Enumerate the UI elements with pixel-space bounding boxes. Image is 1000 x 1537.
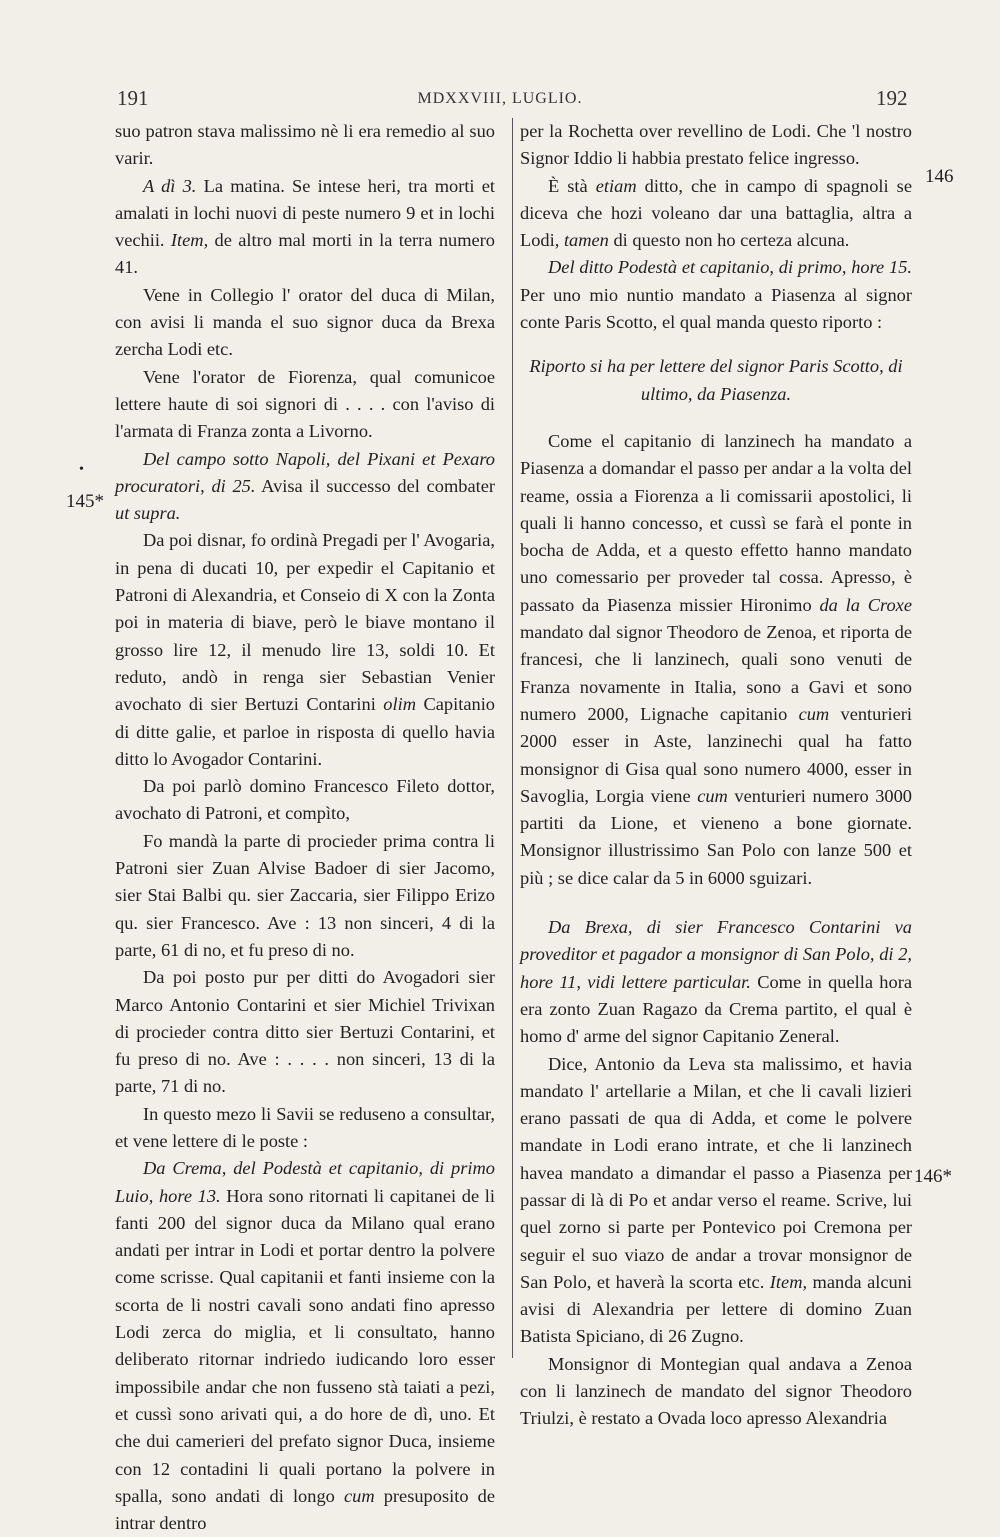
paragraph: Da poi disnar, fo ordinà Pregadi per l' Avogaria, in pena di ducati 10, per expedir el Capitanio et Patroni di Alexandria, et Conseio di X con la Zonta poi in materia di biave, però le biave montano il grosso lire 12, il menudo lire 13, soldi 10. Et reduto, andò in renga sier Sebastian Venier avochato di sier Bertuzi Contarini olim Capitanio di ditte galie, et parloe in risposta di quello havia ditto lo Avogador Contarini. [115,530,495,769]
paragraph: Da poi parlò domino Francesco Fileto dottor, avochato di Patroni, et compìto, [115,776,495,824]
margin-note-right-2: 146* [914,1166,952,1187]
right-column [520,118,912,1433]
paragraph: Da Brexa, di sier Francesco Contarini va proveditor et pagador a monsignor di San Polo, di 2, hore 11, vidi lettere particular. Come in quella hora era zonto Zuan Ragazo da Crema partito, el qual è homo d' arme del signor Capitanio Zeneral. [520,917,912,1047]
page-number-left: 191 [117,86,149,110]
paragraph: Fo mandà la parte di procieder prima contra li Patroni sier Zuan Alvise Badoer di sier Jacomo, sier Stai Balbi qu. sier Zaccaria, sier Filippo Erizo qu. sier Francesco. Ave : 13 non sinceri, 4 di la parte, 61 di no, et fu preso di no. [115,830,495,960]
paragraph: Vene l'orator de Fiorenza, qual comunicoe lettere haute di soi signori di . . . . con l'aviso di l'armata di Franza zonta a Livorno. [115,366,495,442]
paragraph: Dice, Antonio da Leva sta malissimo, et havia mandato l' artellarie a Milan, et che li cavali lizieri erano passati de qua di Adda, et come le polvere mandate in Lodi erano intrate, et che li lanzinech havea mandato a dimandar el passo a Piasenza per passar di là di Po et andar verso el reame. Scrive, lui quel zorno si parte per Pontevico poi Cremona per seguir el suo viazo de andar a trovar monsignor de San Polo, et haverà la scorta etc. Item, manda alcuni avisi di Alexandria per lettere di domino Zuan Batista Spiciano, di 26 Zugno. [520,1053,913,1347]
running-title: MDXXVIII, LUGLIO. [417,90,583,107]
paragraph: A dì 3. La matina. Se intese heri, tra morti et amalati in lochi nuovi di peste numero 9 et in lochi vechii. Item, de altro mal morti in la terra numero 41. [115,175,496,278]
paragraph: Vene in Collegio l' orator del duca di Milan, con avisi li manda el suo signor duca da Brexa zercha Lodi etc. [115,284,495,360]
paragraph: per la Rochetta over revellino de Lodi. Che 'l nostro Signor Iddio li habbia prestato felice ingresso. [520,121,912,169]
paragraph: In questo mezo li Savii se reduseno a consultar, et vene lettere di le poste : [115,1103,495,1151]
margin-bullet: • [79,462,84,477]
section-heading: Riporto si ha per lettere del signor Paris Scotto, di ultimo, da Piasenza. [529,356,903,404]
paragraph: Come el capitanio di lanzinech ha mandato a Piasenza a domandar el passo per andar a la volta del reame, ossia a Fiorenza a li comissarii apostolici, li quali li hanno concesso, et cussì se farà el ponte in bocha de Adda, et a questo effetto hanno mandato uno comessario per proveder tal cossa. Apresso, è passato da Piasenza missier Hironimo da la Croxe mandato dal signor Theodoro de Zenoa, et riporta de francesi, che li lanzinech, quali sono venuti de Franza novamente in Italia, sono a Gavi et sono numero 2000, Lignache capitanio cum venturieri 2000 esser in Aste, lanzinechi qual ha fatto monsignor di Gisa qual sono numero 4000, esser in Savoglia, Lorgia viene cum venturieri numero 3000 partiti da Lione, et vieneno a bone giornate. Monsignor illustrissimo San Polo con lanze 500 et più ; se dice calar da 5 in 6000 sguizari. [520,430,912,888]
column-divider [512,118,513,1358]
paragraph: Monsignor di Montegian qual andava a Zenoa con li lanzinech de mandato del signor Theodoro Triulzi, è restato a Ovada loco apresso Alexandria [520,1353,912,1429]
paragraph: Da Crema, del Podestà et capitanio, di primo Luio, hore 13. Hora sono ritornati li capitanei de li fanti 200 del signor duca da Milano qual erano andati per intrar in Lodi et portar dentro la polvere come scrisse. Qual capitanii et fanti insieme con la scorta de li nostri cavali sono andati fino apresso Lodi zerca do miglia, et li consultato, hanno deliberato ritornar indriedo iudicando loro esser impossibile andar che non fusseno stà taiati a pezi, et cussì sono arivati qui, a do hore de dì, uno. Et che dui camerieri del prefato signor Duca, insieme con 12 contadini li quali portano la polvere in spalla, sono andati di longo cum presuposito de intrar dentro [115,1158,495,1534]
page-number-right: 192 [876,86,908,110]
left-column [115,118,495,1537]
paragraph: suo patron stava malissimo nè li era remedio al suo varir. [115,121,495,169]
paragraph: È stà etiam ditto, che in campo di spagnoli se diceva che hozi voleano dar una battaglia, altra a Lodi, tamen di questo non ho certeza alcuna. [520,175,912,251]
paragraph: Del campo sotto Napoli, del Pixani et Pexaro procuratori, di 25. Avisa il successo del combater ut supra. [115,448,496,524]
margin-note-left: 145* [66,491,104,512]
paragraph: Del ditto Podestà et capitanio, di primo, hore 15. Per uno mio nuntio mandato a Piasenza al signor conte Paris Scotto, el qual manda questo riporto : [520,257,912,333]
margin-note-right-1: 146 [925,166,954,187]
paragraph: Da poi posto pur per ditti do Avogadori sier Marco Antonio Contarini et sier Michiel Trivixan di procieder contra ditto sier Bertuzi Contarini, et fu preso di no. Ave : . . . . non sinceri, 13 di la parte, 71 di no. [115,967,495,1097]
